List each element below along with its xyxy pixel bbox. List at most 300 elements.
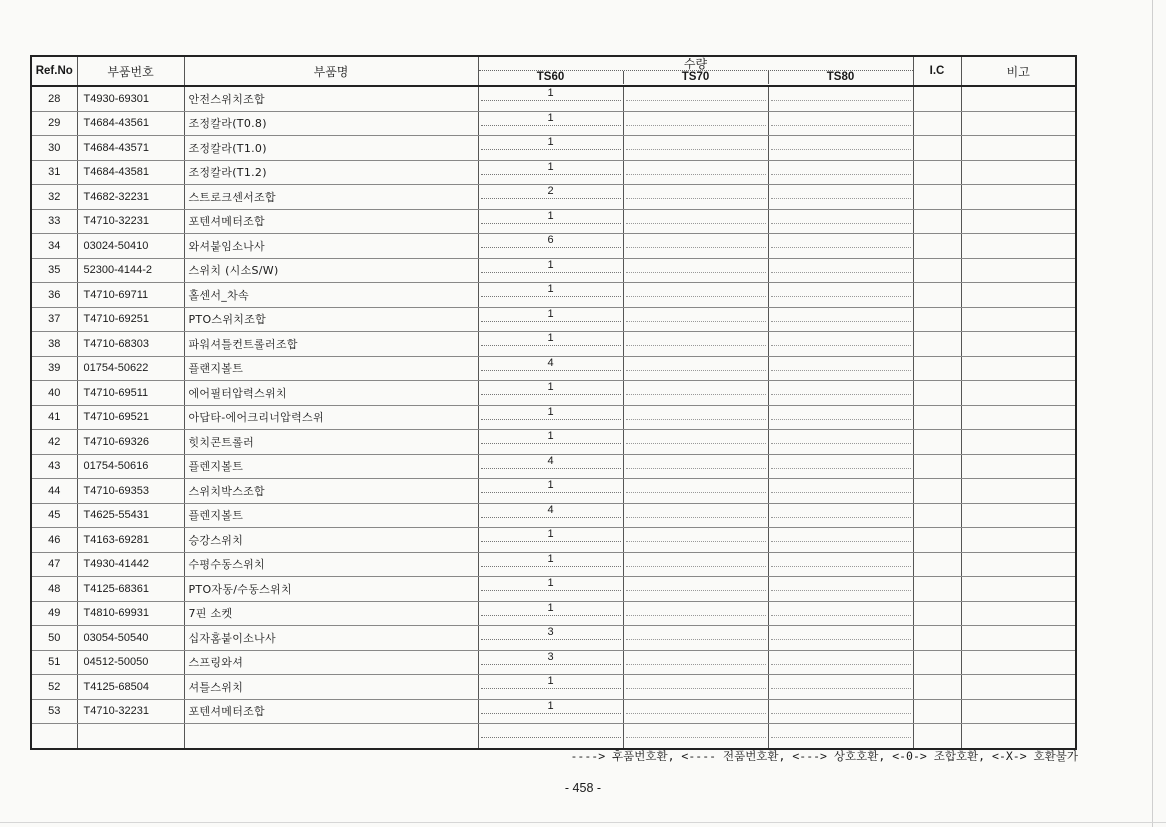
- parts-table: [30, 55, 1077, 750]
- dotted-guide-line: [481, 566, 621, 567]
- header-ts70: TS70: [623, 71, 768, 84]
- cell-part-name: 파워셔틀컨트롤러조합: [184, 332, 478, 357]
- cell-ic: [913, 332, 961, 357]
- dotted-guide-line: [481, 615, 621, 616]
- dotted-guide-line: [771, 664, 911, 665]
- cell-qty-ts60: [478, 699, 623, 724]
- cell-qty-ts60: [478, 234, 623, 259]
- qty-ts60-value: 6: [547, 234, 554, 246]
- dotted-guide-line: [626, 296, 766, 297]
- cell-qty-ts70: [623, 405, 768, 430]
- cell-qty-ts80: [768, 185, 913, 210]
- cell-qty-ts70: [623, 356, 768, 381]
- cell-qty-ts60: [478, 136, 623, 161]
- dotted-guide-line: [481, 517, 621, 518]
- cell-part-number: T4684-43561: [77, 111, 184, 136]
- qty-ts60-value: 1: [547, 307, 554, 320]
- cell-qty-ts70: [623, 209, 768, 234]
- table-row: [31, 356, 1076, 381]
- qty-ts60-value: 1: [547, 87, 554, 99]
- cell-part-name: 플랜지볼트: [184, 356, 478, 381]
- dotted-guide-line: [481, 688, 621, 689]
- dotted-guide-line: [481, 639, 621, 640]
- cell-ic: [913, 601, 961, 626]
- table-header-row: [31, 56, 1076, 86]
- cell-remarks: [961, 86, 1076, 111]
- cell-qty-ts60: [478, 675, 623, 700]
- cell-part-number: T4710-69511: [77, 381, 184, 406]
- dotted-guide-line: [771, 345, 911, 346]
- dotted-guide-line: [481, 419, 621, 420]
- cell-remarks: [961, 160, 1076, 185]
- cell-qty-ts70: [623, 552, 768, 577]
- dotted-guide-line: [771, 517, 911, 518]
- cell-part-number: 01754-50616: [77, 454, 184, 479]
- cell-qty-ts70: [623, 577, 768, 602]
- dotted-guide-line: [771, 443, 911, 444]
- table-row: [31, 699, 1076, 724]
- cell-part-name: 스위치박스조합: [184, 479, 478, 504]
- dotted-guide-line: [626, 688, 766, 689]
- cell-ic: [913, 356, 961, 381]
- dotted-guide-line: [626, 443, 766, 444]
- dotted-guide-line: [626, 174, 766, 175]
- cell-part-number: T4710-69326: [77, 430, 184, 455]
- cell-part-number: T4163-69281: [77, 528, 184, 553]
- dotted-guide-line: [481, 223, 621, 224]
- cell-remarks: [961, 332, 1076, 357]
- cell-part-number: [77, 724, 184, 749]
- cell-part-number: 03054-50540: [77, 626, 184, 651]
- cell-qty-ts60: [478, 650, 623, 675]
- cell-qty-ts60: [478, 185, 623, 210]
- cell-qty-ts80: [768, 699, 913, 724]
- cell-part-name: 플렌지볼트: [184, 503, 478, 528]
- header-part-name: 부품명: [184, 56, 478, 86]
- dotted-guide-line: [481, 198, 621, 199]
- cell-part-number: T4710-69353: [77, 479, 184, 504]
- cell-part-number: T4810-69931: [77, 601, 184, 626]
- cell-ic: [913, 209, 961, 234]
- qty-ts60-value: 3: [547, 626, 554, 638]
- cell-qty-ts80: [768, 307, 913, 332]
- header-quantity-group: [478, 56, 913, 86]
- qty-ts60-value: 1: [547, 258, 554, 271]
- page-number: - 458 -: [564, 781, 602, 795]
- dotted-guide-line: [771, 541, 911, 542]
- cell-remarks: [961, 307, 1076, 332]
- table-row: [31, 454, 1076, 479]
- dotted-guide-line: [626, 272, 766, 273]
- cell-ic: [913, 160, 961, 185]
- qty-ts60-value: 1: [547, 405, 554, 418]
- cell-ref-no: 40: [31, 381, 77, 406]
- qty-ts60-value: 1: [547, 283, 554, 295]
- qty-ts60-value: 2: [547, 185, 554, 197]
- cell-qty-ts70: [623, 724, 768, 749]
- dotted-guide-line: [771, 713, 911, 714]
- cell-qty-ts60: [478, 528, 623, 553]
- cell-qty-ts60: [478, 724, 623, 749]
- dotted-guide-line: [481, 272, 621, 273]
- table-row: [31, 528, 1076, 553]
- table-row: [31, 332, 1076, 357]
- cell-part-name: 아답타-에어크리너압력스위: [184, 405, 478, 430]
- cell-remarks: [961, 258, 1076, 283]
- cell-ref-no: 44: [31, 479, 77, 504]
- cell-ref-no: 33: [31, 209, 77, 234]
- table-row: [31, 650, 1076, 675]
- cell-ic: [913, 307, 961, 332]
- cell-remarks: [961, 699, 1076, 724]
- cell-part-number: T4710-32231: [77, 699, 184, 724]
- cell-ic: [913, 234, 961, 259]
- qty-ts60-value: 1: [547, 528, 554, 540]
- dotted-guide-line: [481, 541, 621, 542]
- cell-part-name: 스위치 (시소S/W): [184, 258, 478, 283]
- cell-ic: [913, 528, 961, 553]
- cell-ic: [913, 283, 961, 308]
- dotted-guide-line: [481, 321, 621, 322]
- cell-ref-no: 42: [31, 430, 77, 455]
- cell-ic: [913, 258, 961, 283]
- cell-qty-ts70: [623, 675, 768, 700]
- cell-part-name: 7핀 소켓: [184, 601, 478, 626]
- cell-ref-no: 29: [31, 111, 77, 136]
- dotted-guide-line: [771, 419, 911, 420]
- dotted-guide-line: [481, 737, 621, 738]
- cell-remarks: [961, 209, 1076, 234]
- cell-remarks: [961, 601, 1076, 626]
- cell-remarks: [961, 724, 1076, 749]
- cell-qty-ts70: [623, 381, 768, 406]
- dotted-guide-line: [771, 590, 911, 591]
- cell-ref-no: 38: [31, 332, 77, 357]
- dotted-guide-line: [481, 125, 621, 126]
- cell-part-number: T4710-32231: [77, 209, 184, 234]
- dotted-guide-line: [481, 468, 621, 469]
- dotted-guide-line: [626, 615, 766, 616]
- qty-ts60-value: 1: [547, 160, 554, 173]
- cell-qty-ts70: [623, 111, 768, 136]
- dotted-guide-line: [626, 713, 766, 714]
- dotted-guide-line: [771, 247, 911, 248]
- cell-part-number: T4682-32231: [77, 185, 184, 210]
- cell-qty-ts60: [478, 626, 623, 651]
- cell-part-number: 52300-4144-2: [77, 258, 184, 283]
- qty-ts60-value: 1: [547, 381, 554, 393]
- table-row: [31, 601, 1076, 626]
- cell-ref-no: [31, 724, 77, 749]
- header-remarks: 비고: [961, 56, 1076, 86]
- cell-qty-ts80: [768, 601, 913, 626]
- qty-ts60-value: 1: [547, 430, 554, 442]
- dotted-guide-line: [626, 100, 766, 101]
- dotted-guide-line: [481, 345, 621, 346]
- cell-remarks: [961, 503, 1076, 528]
- dotted-guide-line: [481, 394, 621, 395]
- cell-ref-no: 30: [31, 136, 77, 161]
- cell-qty-ts60: [478, 307, 623, 332]
- cell-qty-ts70: [623, 430, 768, 455]
- cell-part-name: 포텐셔메터조합: [184, 209, 478, 234]
- cell-part-name: 와셔붙임소나사: [184, 234, 478, 259]
- dotted-guide-line: [626, 664, 766, 665]
- table-row: [31, 160, 1076, 185]
- cell-qty-ts80: [768, 454, 913, 479]
- cell-ic: [913, 111, 961, 136]
- cell-part-name: 셔틀스위치: [184, 675, 478, 700]
- page-edge-bottom: [0, 822, 1166, 823]
- dotted-guide-line: [481, 713, 621, 714]
- cell-ic: [913, 699, 961, 724]
- cell-qty-ts80: [768, 724, 913, 749]
- table-row: [31, 86, 1076, 111]
- cell-remarks: [961, 430, 1076, 455]
- dotted-guide-line: [771, 394, 911, 395]
- cell-part-name: 플렌지볼트: [184, 454, 478, 479]
- cell-ic: [913, 86, 961, 111]
- dotted-guide-line: [481, 247, 621, 248]
- qty-ts60-value: 3: [547, 650, 554, 663]
- cell-ic: [913, 136, 961, 161]
- dotted-guide-line: [771, 370, 911, 371]
- cell-qty-ts70: [623, 601, 768, 626]
- cell-qty-ts80: [768, 160, 913, 185]
- dotted-guide-line: [626, 639, 766, 640]
- cell-qty-ts70: [623, 503, 768, 528]
- table-row: [31, 479, 1076, 504]
- dotted-guide-line: [771, 198, 911, 199]
- table-row: [31, 136, 1076, 161]
- cell-ref-no: 43: [31, 454, 77, 479]
- dotted-guide-line: [626, 125, 766, 126]
- cell-part-number: 01754-50622: [77, 356, 184, 381]
- qty-ts60-value: 1: [547, 675, 554, 687]
- qty-ts60-value: 1: [547, 111, 554, 124]
- dotted-guide-line: [481, 174, 621, 175]
- cell-qty-ts80: [768, 356, 913, 381]
- cell-ref-no: 37: [31, 307, 77, 332]
- table-row: [31, 430, 1076, 455]
- qty-ts60-value: 4: [547, 503, 554, 516]
- cell-qty-ts70: [623, 528, 768, 553]
- cell-qty-ts70: [623, 283, 768, 308]
- cell-qty-ts80: [768, 577, 913, 602]
- cell-qty-ts80: [768, 258, 913, 283]
- cell-qty-ts80: [768, 332, 913, 357]
- table-row: [31, 283, 1076, 308]
- dotted-guide-line: [626, 198, 766, 199]
- qty-ts60-value: 1: [547, 332, 554, 344]
- cell-part-number: 04512-50050: [77, 650, 184, 675]
- dotted-guide-line: [626, 223, 766, 224]
- dotted-guide-line: [771, 149, 911, 150]
- table-row: [31, 675, 1076, 700]
- cell-ref-no: 32: [31, 185, 77, 210]
- table-row: [31, 381, 1076, 406]
- cell-part-number: T4125-68504: [77, 675, 184, 700]
- table-row: [31, 111, 1076, 136]
- cell-qty-ts70: [623, 160, 768, 185]
- cell-qty-ts70: [623, 454, 768, 479]
- dotted-guide-line: [771, 272, 911, 273]
- cell-qty-ts60: [478, 454, 623, 479]
- dotted-guide-line: [481, 296, 621, 297]
- cell-ic: [913, 552, 961, 577]
- cell-part-number: T4710-68303: [77, 332, 184, 357]
- cell-remarks: [961, 185, 1076, 210]
- dotted-guide-line: [771, 566, 911, 567]
- dotted-guide-line: [771, 615, 911, 616]
- cell-part-name: 승강스위치: [184, 528, 478, 553]
- dotted-guide-line: [626, 468, 766, 469]
- header-quantity: 수량: [683, 57, 708, 71]
- cell-ref-no: 51: [31, 650, 77, 675]
- dotted-guide-line: [481, 149, 621, 150]
- cell-part-name: [184, 724, 478, 749]
- cell-remarks: [961, 650, 1076, 675]
- cell-qty-ts60: [478, 283, 623, 308]
- qty-ts60-value: 4: [547, 454, 554, 467]
- dotted-guide-line: [626, 737, 766, 738]
- cell-qty-ts60: [478, 209, 623, 234]
- table-row: [31, 234, 1076, 259]
- cell-ref-no: 49: [31, 601, 77, 626]
- cell-ic: [913, 381, 961, 406]
- dotted-guide-line: [771, 125, 911, 126]
- cell-qty-ts80: [768, 86, 913, 111]
- table-row: [31, 503, 1076, 528]
- cell-part-name: 포텐셔메터조합: [184, 699, 478, 724]
- cell-qty-ts60: [478, 503, 623, 528]
- cell-part-number: T4684-43571: [77, 136, 184, 161]
- cell-part-name: 조정칼라(T1.0): [184, 136, 478, 161]
- cell-qty-ts70: [623, 650, 768, 675]
- cell-qty-ts70: [623, 234, 768, 259]
- cell-qty-ts80: [768, 503, 913, 528]
- cell-qty-ts80: [768, 650, 913, 675]
- cell-part-number: T4710-69251: [77, 307, 184, 332]
- cell-qty-ts70: [623, 479, 768, 504]
- cell-remarks: [961, 454, 1076, 479]
- cell-part-name: 안전스위치조합: [184, 86, 478, 111]
- page-edge-right: [1152, 0, 1153, 827]
- dotted-guide-line: [626, 345, 766, 346]
- cell-ic: [913, 430, 961, 455]
- table-body: [31, 86, 1076, 749]
- cell-qty-ts60: [478, 601, 623, 626]
- cell-ref-no: 48: [31, 577, 77, 602]
- cell-part-name: 힛치콘트롤러: [184, 430, 478, 455]
- cell-ref-no: 53: [31, 699, 77, 724]
- cell-ref-no: 50: [31, 626, 77, 651]
- cell-remarks: [961, 136, 1076, 161]
- dotted-guide-line: [481, 664, 621, 665]
- dotted-guide-line: [771, 492, 911, 493]
- cell-qty-ts70: [623, 332, 768, 357]
- cell-remarks: [961, 626, 1076, 651]
- cell-ic: [913, 185, 961, 210]
- header-ref-no: Ref.No: [31, 56, 77, 86]
- cell-qty-ts80: [768, 136, 913, 161]
- cell-remarks: [961, 405, 1076, 430]
- dotted-guide-line: [626, 517, 766, 518]
- cell-qty-ts80: [768, 479, 913, 504]
- cell-qty-ts60: [478, 258, 623, 283]
- qty-ts60-value: 1: [547, 136, 554, 148]
- cell-qty-ts70: [623, 626, 768, 651]
- dotted-guide-line: [626, 566, 766, 567]
- cell-part-name: 홀센서_차속: [184, 283, 478, 308]
- dotted-guide-line: [626, 321, 766, 322]
- cell-remarks: [961, 577, 1076, 602]
- cell-part-number: T4930-41442: [77, 552, 184, 577]
- dotted-guide-line: [626, 419, 766, 420]
- cell-ic: [913, 675, 961, 700]
- cell-ic: [913, 479, 961, 504]
- header-ts80: TS80: [768, 71, 913, 84]
- cell-part-number: T4625-55431: [77, 503, 184, 528]
- qty-ts60-value: 4: [547, 356, 554, 369]
- cell-part-name: 수평수동스위치: [184, 552, 478, 577]
- cell-ref-no: 35: [31, 258, 77, 283]
- cell-qty-ts80: [768, 234, 913, 259]
- cell-ic: [913, 454, 961, 479]
- cell-ic: [913, 650, 961, 675]
- dotted-guide-line: [626, 394, 766, 395]
- dotted-guide-line: [771, 223, 911, 224]
- cell-ref-no: 28: [31, 86, 77, 111]
- table-row: [31, 626, 1076, 651]
- dotted-guide-line: [771, 321, 911, 322]
- cell-part-number: T4930-69301: [77, 86, 184, 111]
- cell-ic: [913, 577, 961, 602]
- cell-qty-ts80: [768, 283, 913, 308]
- cell-remarks: [961, 283, 1076, 308]
- table-row: [31, 307, 1076, 332]
- cell-part-name: 스트로크센서조합: [184, 185, 478, 210]
- cell-qty-ts70: [623, 699, 768, 724]
- cell-qty-ts60: [478, 332, 623, 357]
- cell-qty-ts60: [478, 86, 623, 111]
- cell-qty-ts70: [623, 258, 768, 283]
- cell-qty-ts60: [478, 160, 623, 185]
- cell-ic: [913, 405, 961, 430]
- cell-part-name: PTO자동/수동스위치: [184, 577, 478, 602]
- cell-qty-ts80: [768, 111, 913, 136]
- dotted-guide-line: [626, 247, 766, 248]
- cell-qty-ts80: [768, 552, 913, 577]
- dotted-guide-line: [771, 468, 911, 469]
- cell-part-name: PTO스위치조합: [184, 307, 478, 332]
- cell-remarks: [961, 356, 1076, 381]
- dotted-guide-line: [481, 590, 621, 591]
- dotted-guide-line: [771, 639, 911, 640]
- dotted-guide-line: [481, 443, 621, 444]
- cell-qty-ts70: [623, 86, 768, 111]
- table-row: [31, 577, 1076, 602]
- cell-ref-no: 45: [31, 503, 77, 528]
- table-row: [31, 209, 1076, 234]
- cell-qty-ts60: [478, 356, 623, 381]
- dotted-guide-line: [771, 737, 911, 738]
- header-ic: I.C: [913, 56, 961, 86]
- cell-remarks: [961, 675, 1076, 700]
- cell-part-number: T4710-69521: [77, 405, 184, 430]
- header-ts60: TS60: [536, 71, 565, 83]
- cell-remarks: [961, 528, 1076, 553]
